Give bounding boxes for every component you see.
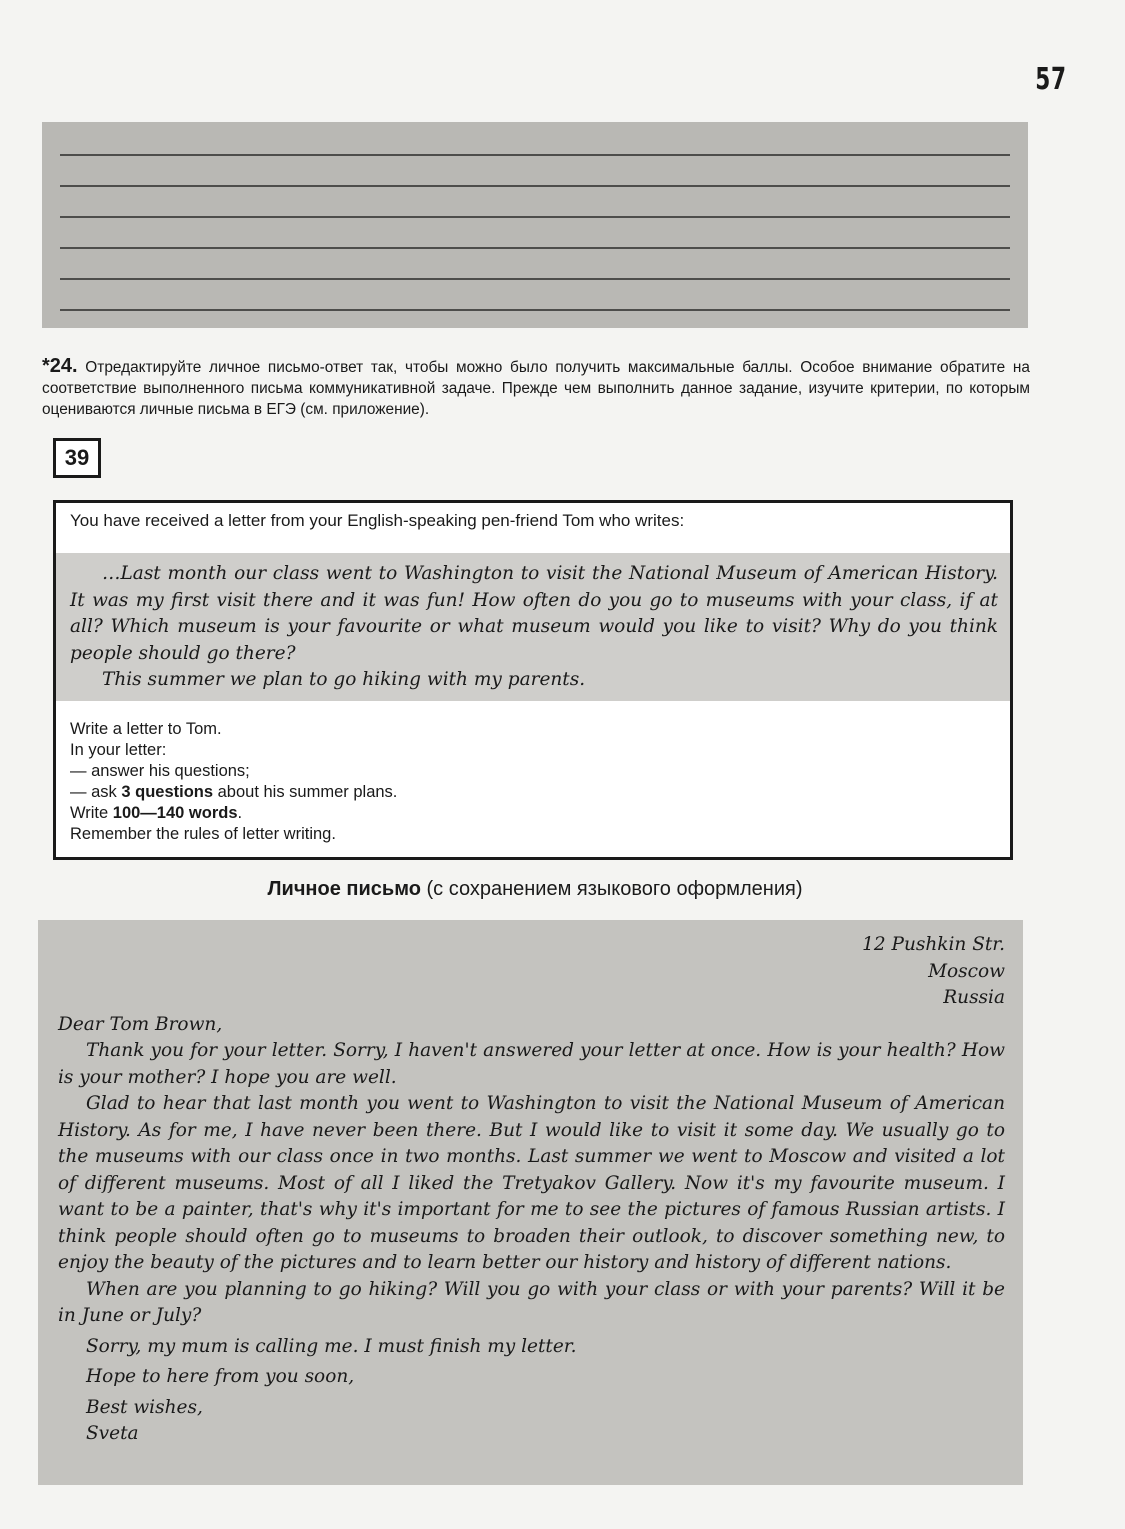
writing-line — [60, 278, 1010, 280]
page-number: 57 — [1035, 62, 1067, 97]
assignment-box — [53, 500, 1013, 860]
section-title-bold: Личное письмо — [267, 878, 421, 900]
writing-line — [60, 309, 1010, 311]
instruction-line: Remember the rules of letter writing. — [70, 825, 336, 843]
address-line: Russia — [943, 987, 1005, 1008]
letter-sign-off: Best wishes, — [86, 1396, 203, 1418]
letter-paragraph: Glad to hear that last month you went to Washington to visit the National Museum of American History. As for me, I have never been there. But I would like to visit it some day. We usually go to the museums with our class once in two months. Last summer we went to Moscow and visited a lot of different museums. Most of all I liked the Tretyakov Gallery. Now it's my favourite museum. I want to be a painter, that's why it's important for me to see the pictures of famous Russian artists. I think people should often go to museums to broaden their outlook, to discover something new, to enjoy the beauty of the pictures and to learn better our history and history of different nations. — [58, 1093, 1005, 1273]
address-line: 12 Pushkin Str. — [862, 934, 1005, 955]
instruction-line: — answer his questions; — [70, 762, 250, 780]
exercise-number-badge: 39 — [53, 438, 101, 478]
instruction-line — [70, 803, 397, 824]
instruction-text: Write — [70, 804, 113, 822]
letter-closing: Hope to here from you soon, — [86, 1366, 355, 1387]
quote-paragraph: This summer we plan to go hiking with my parents. — [102, 669, 586, 690]
writing-line — [60, 247, 1010, 249]
assignment-instructions — [70, 719, 397, 845]
instruction-text: — ask — [70, 783, 122, 801]
instruction-line: In your letter: — [70, 741, 167, 759]
sample-letter — [38, 920, 1023, 1485]
task-instruction — [42, 356, 1030, 420]
writing-line — [60, 216, 1010, 218]
letter-paragraph: Thank you for your letter. Sorry, I haven't answered your letter at once. How is your health? How is your mother? I hope you are well. — [58, 1040, 1005, 1088]
assignment-intro: You have received a letter from your English-speaking pen-friend Tom who writes: — [70, 511, 685, 530]
writing-lines-area[interactable] — [42, 122, 1028, 328]
quote-paragraph: …Last month our class went to Washington to visit the National Museum of American History. It was my first visit there and it was fun! How often do you go to museums with your class, if at all? Which museum is your favourite or what museum would you like to visit? Why do you think people should go there? — [70, 563, 998, 664]
writing-line — [60, 185, 1010, 187]
section-title — [0, 878, 1070, 901]
pen-friend-quote — [56, 553, 1010, 701]
instruction-line: Write a letter to Tom. — [70, 720, 222, 738]
instruction-text: about his summer plans. — [213, 783, 398, 801]
letter-signature: Sveta — [86, 1423, 139, 1444]
section-title-rest: (с сохранением языкового оформления) — [420, 878, 803, 900]
instruction-text: . — [237, 804, 243, 822]
instruction-emphasis: 3 questions — [121, 783, 214, 801]
letter-paragraph: When are you planning to go hiking? Will you go with your class or with your parents? Will it be in June or July? — [58, 1278, 1005, 1326]
instruction-line — [70, 782, 397, 803]
letter-paragraph: Sorry, my mum is calling me. I must finish my letter. — [86, 1335, 577, 1357]
letter-greeting: Dear Tom Brown, — [58, 1013, 223, 1035]
writing-line — [60, 154, 1010, 156]
task-text: Отредактируйте личное письмо-ответ так, чтобы можно было получить максимальные баллы. Особое внимание обратите на соответствие выполненного письма коммуникативной задаче. Прежде чем выполнить данное задание, изучите критерии, по которым оцениваются личные письма в ЕГЭ (см. приложение). — [42, 359, 1030, 418]
letter-address — [58, 932, 1005, 1012]
instruction-emphasis: 100—140 words — [112, 804, 238, 822]
task-number: *24. — [42, 355, 78, 377]
address-line: Moscow — [928, 960, 1005, 982]
